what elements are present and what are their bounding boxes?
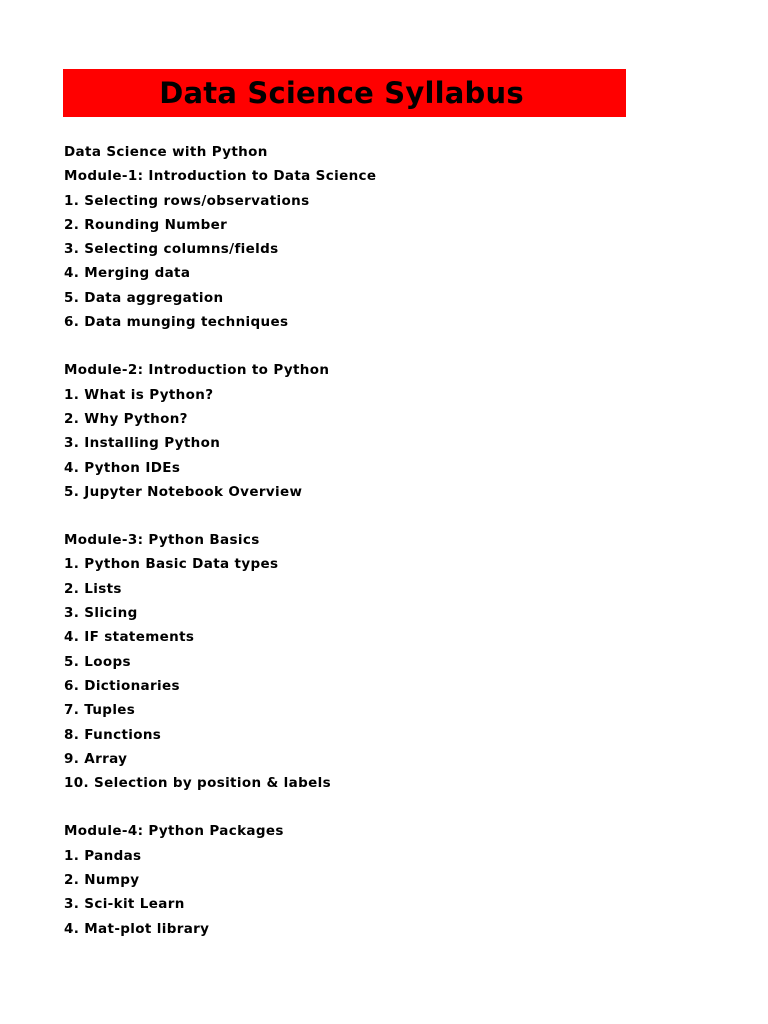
module-heading: Module-3: Python Basics (64, 532, 260, 549)
module-item: 4. Python IDEs (64, 459, 181, 476)
module-item: 2. Rounding Number (64, 216, 228, 233)
module-section-1 (64, 140, 724, 334)
intro-heading: Data Science with Python (64, 144, 268, 160)
module-item: 1. What is Python? (64, 386, 214, 403)
module-item: 3. Selecting columns/fields (64, 241, 279, 258)
module-item: 9. Array (64, 750, 128, 767)
module-item: 3. Installing Python (64, 435, 221, 452)
module-item: 10. Selection by position & labels (64, 775, 331, 792)
module-item: 3. Sci-kit Learn (64, 896, 185, 913)
module-item: 1. Pandas (64, 847, 142, 864)
module-item: 2. Lists (64, 580, 122, 597)
title-banner (63, 69, 626, 117)
module-item: 7. Tuples (64, 702, 136, 719)
syllabus-content (64, 140, 724, 965)
module-item: 8. Functions (64, 726, 162, 743)
module-item: 5. Loops (64, 653, 131, 670)
module-item: 1. Selecting rows/observations (64, 192, 310, 209)
module-item: 1. Python Basic Data types (64, 556, 279, 573)
module-heading: Module-4: Python Packages (64, 823, 284, 840)
module-item: 6. Data munging techniques (64, 314, 289, 331)
module-section-2 (64, 358, 724, 504)
module-item: 4. Mat-plot library (64, 920, 210, 937)
module-item: 2. Numpy (64, 872, 140, 889)
module-section-4 (64, 819, 724, 940)
module-item: 6. Dictionaries (64, 677, 180, 694)
module-heading: Module-2: Introduction to Python (64, 362, 330, 379)
module-item: 4. Merging data (64, 265, 191, 282)
module-item: 5. Jupyter Notebook Overview (64, 483, 303, 500)
module-item: 3. Slicing (64, 605, 138, 622)
module-item: 2. Why Python? (64, 410, 188, 427)
page-title: Data Science Syllabus (159, 76, 524, 110)
module-section-3 (64, 528, 724, 795)
module-item: 5. Data aggregation (64, 289, 224, 306)
module-item: 4. IF statements (64, 629, 195, 646)
module-heading: Module-1: Introduction to Data Science (64, 168, 377, 185)
